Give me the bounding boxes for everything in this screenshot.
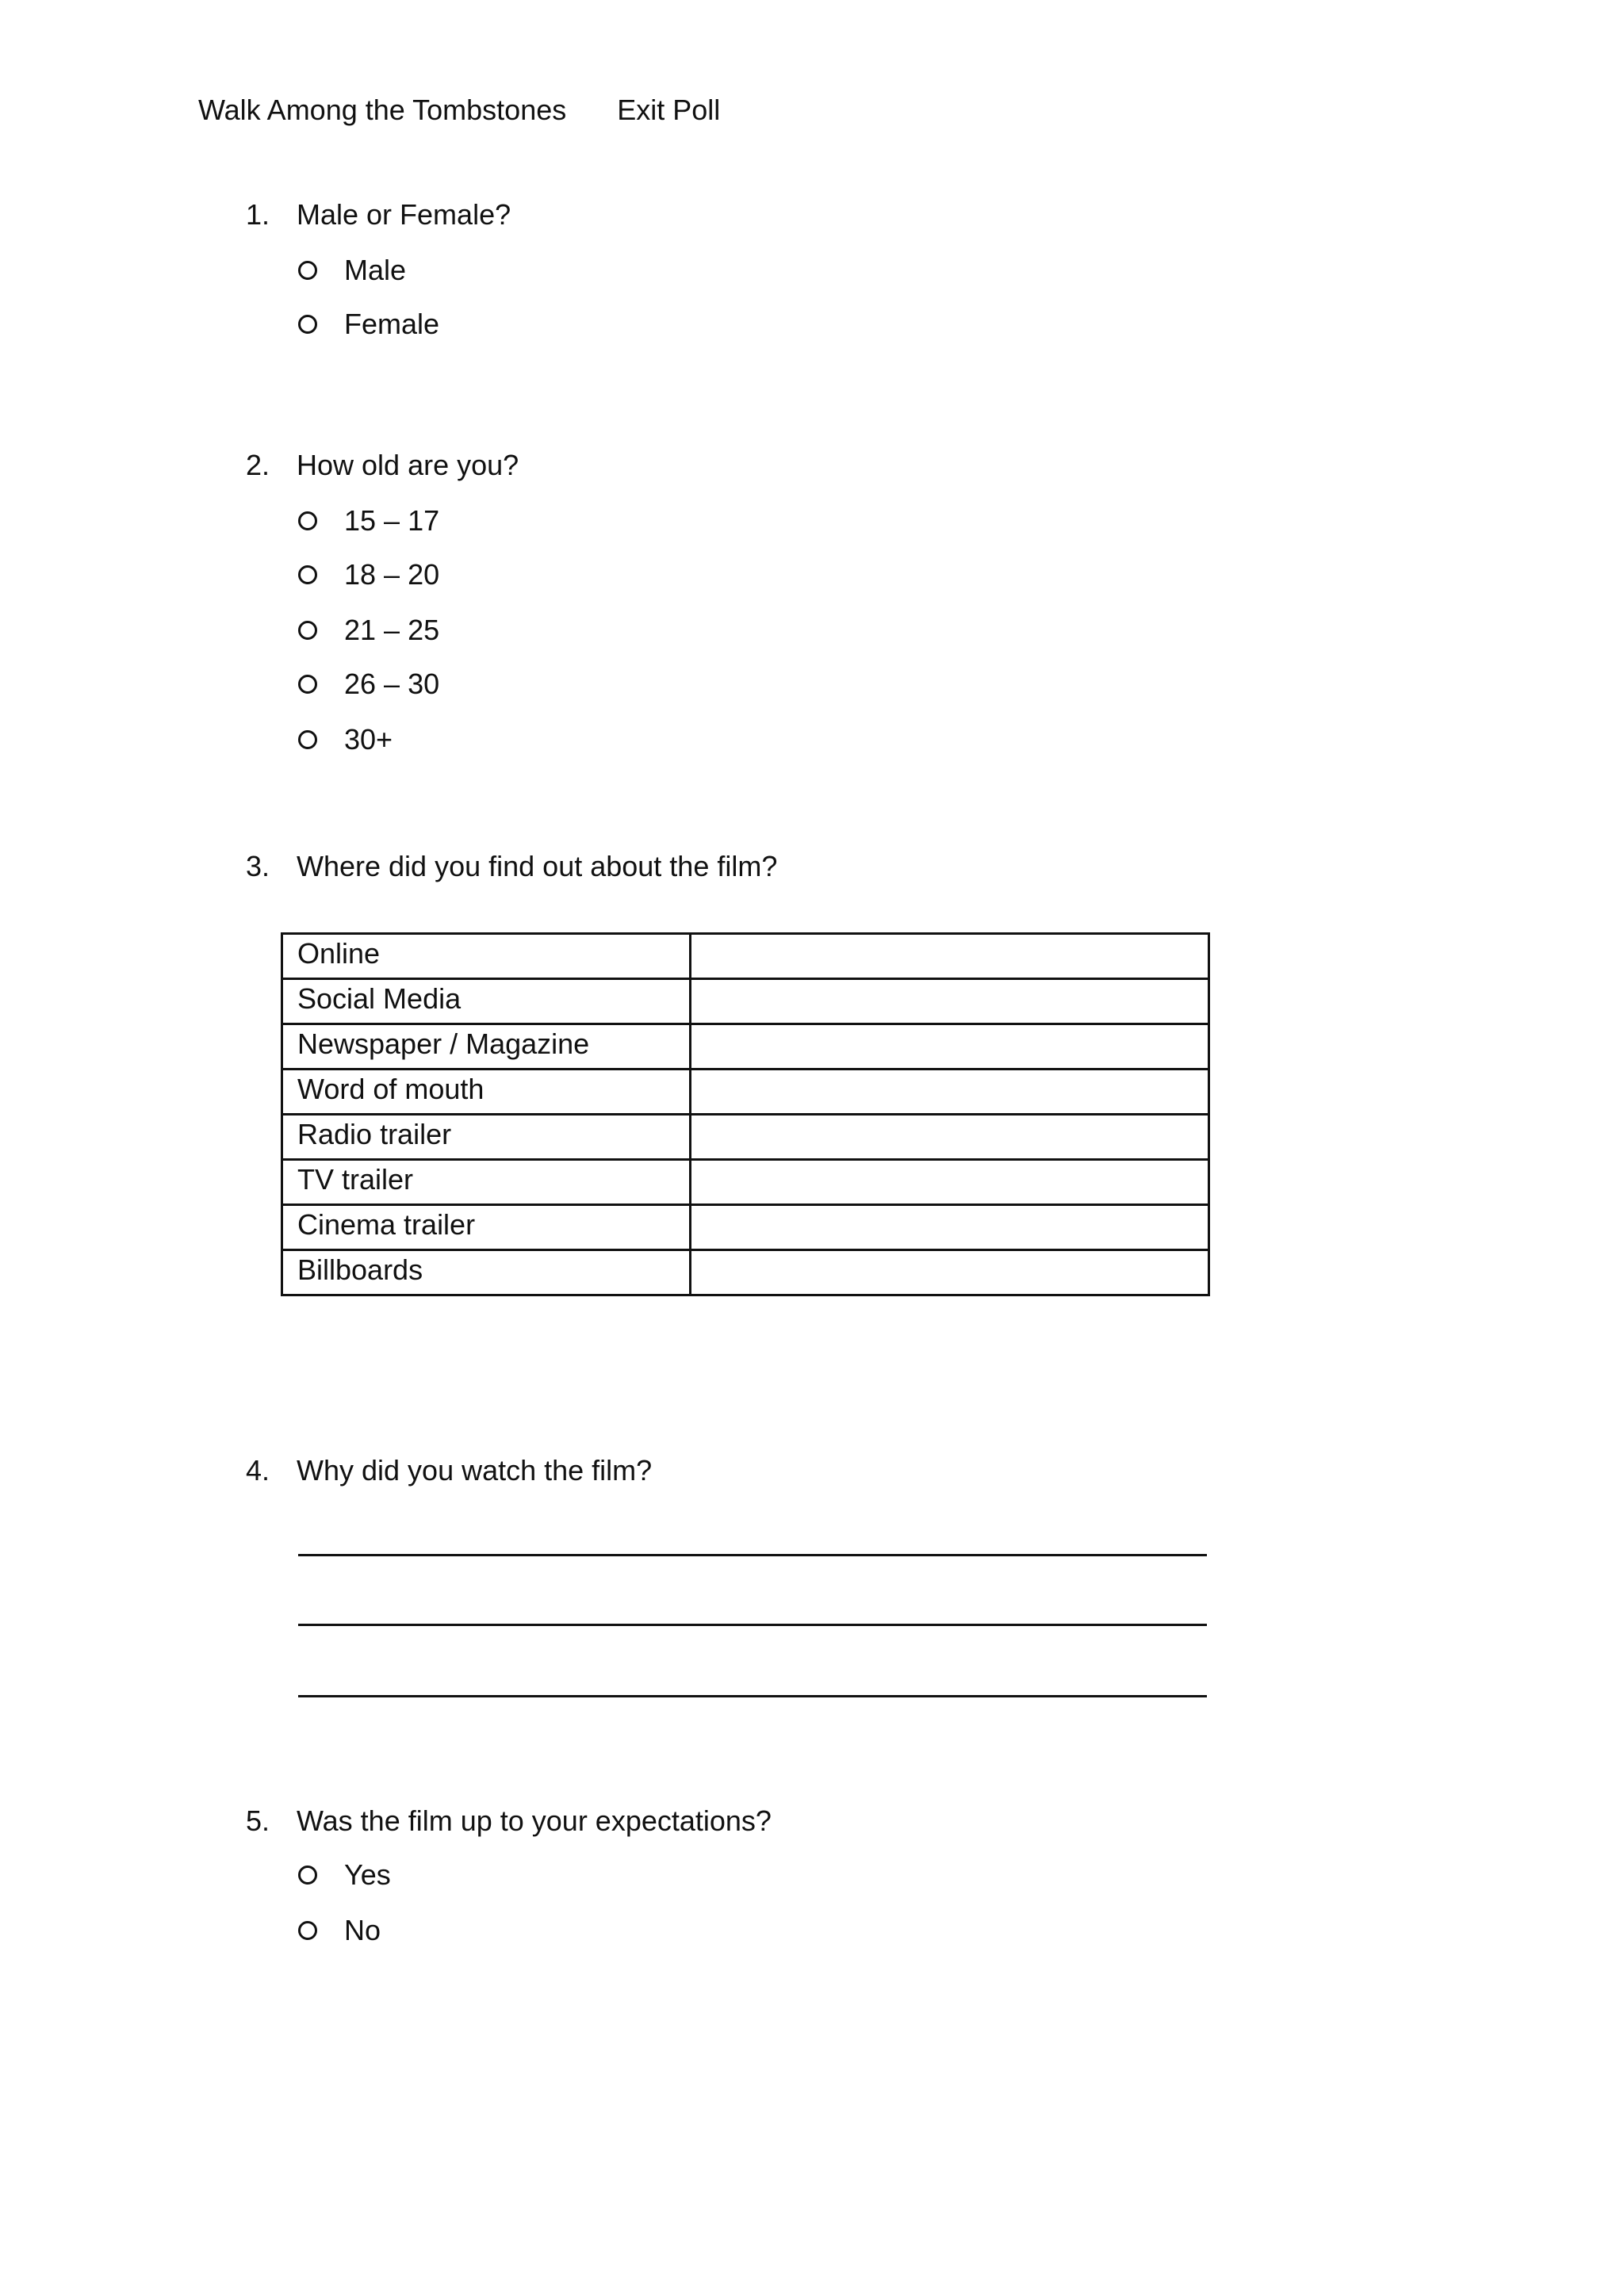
question-5 — [246, 1804, 772, 1838]
survey-title: Walk Among the Tombstones — [198, 94, 567, 126]
source-answer-cell[interactable] — [691, 1070, 1209, 1115]
question-text: Male or Female? — [297, 198, 511, 231]
option-label: 26 – 30 — [344, 668, 440, 700]
source-answer-cell[interactable] — [691, 1160, 1209, 1205]
source-answer-cell[interactable] — [691, 934, 1209, 979]
source-label: Cinema trailer — [282, 1205, 691, 1250]
question-2 — [246, 449, 519, 482]
question-4 — [246, 1454, 652, 1487]
option-no[interactable] — [298, 1914, 381, 1947]
option-yes[interactable] — [298, 1858, 391, 1892]
source-label: TV trailer — [282, 1160, 691, 1205]
radio-icon[interactable] — [298, 730, 317, 749]
source-answer-cell[interactable] — [691, 1115, 1209, 1160]
question-number: 5. — [246, 1804, 270, 1837]
radio-icon[interactable] — [298, 1921, 317, 1940]
option-label: Female — [344, 308, 440, 340]
source-label: Social Media — [282, 979, 691, 1024]
question-text: Why did you watch the film? — [297, 1454, 653, 1487]
option-age-26-30[interactable] — [298, 668, 439, 701]
table-row — [282, 1160, 1209, 1205]
question-number: 2. — [246, 449, 270, 481]
answer-line[interactable] — [298, 1624, 1207, 1626]
option-label: 21 – 25 — [344, 614, 440, 646]
answer-line[interactable] — [298, 1695, 1207, 1697]
option-label: 30+ — [344, 723, 393, 756]
answer-line[interactable] — [298, 1554, 1207, 1556]
radio-icon[interactable] — [298, 621, 317, 640]
table-row — [282, 979, 1209, 1024]
survey-subtitle: Exit Poll — [617, 94, 721, 126]
table-row — [282, 934, 1209, 979]
question-3 — [246, 850, 777, 883]
source-answer-cell[interactable] — [691, 1205, 1209, 1250]
table-row — [282, 1070, 1209, 1115]
option-male[interactable] — [298, 254, 406, 287]
source-answer-cell[interactable] — [691, 1024, 1209, 1070]
table-row — [282, 1115, 1209, 1160]
option-label: Yes — [344, 1858, 391, 1891]
table-row — [282, 1250, 1209, 1295]
option-age-18-20[interactable] — [298, 558, 439, 591]
option-label: Male — [344, 254, 407, 286]
source-label: Radio trailer — [282, 1115, 691, 1160]
option-female[interactable] — [298, 308, 439, 341]
radio-icon[interactable] — [298, 675, 317, 694]
source-label: Billboards — [282, 1250, 691, 1295]
source-answer-cell[interactable] — [691, 1250, 1209, 1295]
question-number: 3. — [246, 850, 270, 882]
option-label: 15 – 17 — [344, 504, 440, 537]
radio-icon[interactable] — [298, 261, 317, 280]
question-number: 4. — [246, 1454, 270, 1487]
question-number: 1. — [246, 198, 270, 231]
source-label: Online — [282, 934, 691, 979]
option-label: 18 – 20 — [344, 558, 440, 591]
table-row — [282, 1024, 1209, 1070]
option-age-30-plus[interactable] — [298, 723, 393, 756]
option-label: No — [344, 1914, 381, 1946]
source-answer-cell[interactable] — [691, 979, 1209, 1024]
radio-icon[interactable] — [298, 315, 317, 334]
option-age-15-17[interactable] — [298, 504, 439, 538]
source-label: Word of mouth — [282, 1070, 691, 1115]
source-table — [281, 932, 1210, 1296]
radio-icon[interactable] — [298, 565, 317, 584]
question-text: Was the film up to your expectations? — [297, 1804, 772, 1837]
question-text: How old are you? — [297, 449, 519, 481]
question-text: Where did you find out about the film? — [297, 850, 778, 882]
source-label: Newspaper / Magazine — [282, 1024, 691, 1070]
radio-icon[interactable] — [298, 1866, 317, 1885]
option-age-21-25[interactable] — [298, 614, 439, 647]
radio-icon[interactable] — [298, 511, 317, 530]
page-title — [198, 94, 720, 127]
question-1 — [246, 198, 511, 232]
table-row — [282, 1205, 1209, 1250]
